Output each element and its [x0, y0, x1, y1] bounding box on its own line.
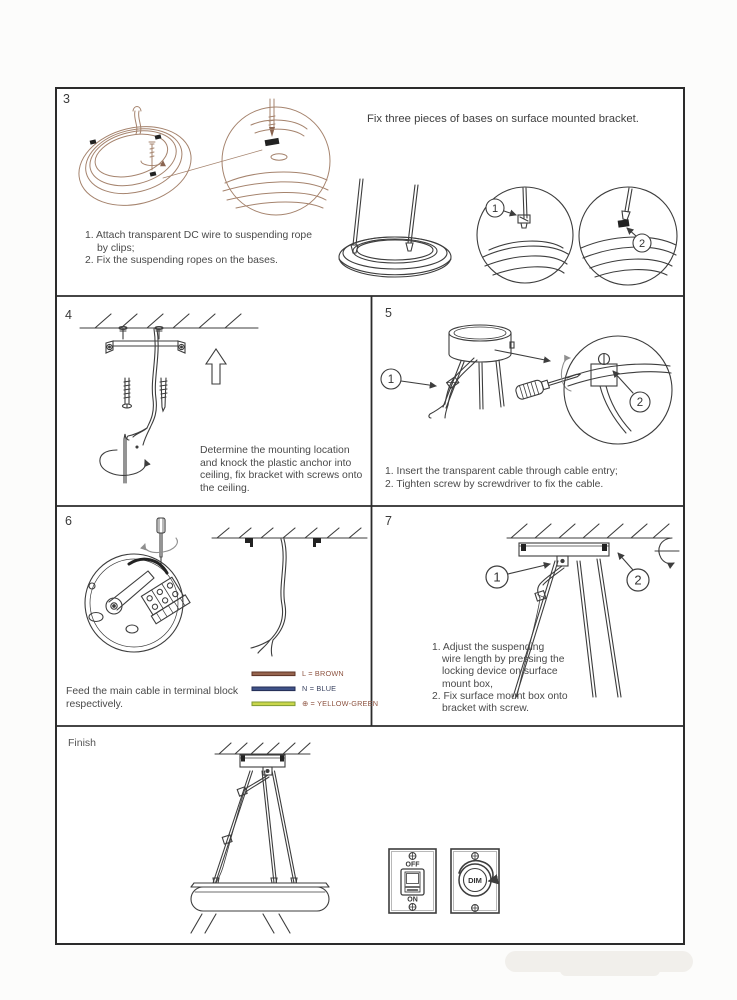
step7-instructions: [432, 642, 597, 715]
legend-label-brown: L = BROWN: [302, 669, 344, 678]
step4-number: 4: [65, 308, 72, 322]
scan-smudge: [560, 964, 660, 976]
instruction-line: Determine the mounting location: [200, 445, 350, 456]
legend-row-blue: [251, 681, 378, 696]
instruction-line: 1. Insert the transparent cable through cable entry;: [385, 466, 618, 477]
wire-color-legend: [251, 666, 378, 711]
step6-number: 6: [65, 514, 72, 528]
instruction-line: respectively.: [66, 698, 123, 710]
instruction-line: Feed the main cable in terminal block: [66, 686, 239, 697]
finish-label: Finish: [68, 737, 97, 749]
instruction-line: 2. Fix the suspending ropes on the bases.: [85, 255, 278, 267]
instruction-line: 1. Adjust the suspending: [432, 642, 545, 653]
callout-1: 1: [493, 569, 501, 585]
instruction-line: wire length by pressing the: [442, 654, 565, 666]
blue-wire-swatch: [251, 686, 297, 692]
step5-illustration: [381, 325, 672, 444]
legend-label-yellow-green: ⊕ = YELLOW-GREEN: [302, 699, 379, 708]
legend-row-yellow-green: [251, 696, 378, 711]
step4-instructions: [200, 445, 375, 495]
switch-on-label: ON: [407, 896, 418, 904]
step3-heading: Fix three pieces of bases on surface mounted bracket.: [367, 113, 639, 125]
dimmer-plate: [451, 849, 499, 913]
instruction-sheet: [55, 87, 685, 945]
brown-wire-swatch: [251, 671, 297, 677]
instruction-line: locking device on surface: [442, 666, 558, 678]
step3-number: 3: [63, 92, 70, 106]
instruction-line: the ceiling.: [200, 482, 250, 494]
callout-1: 1: [387, 374, 395, 386]
finish-illustration: [191, 743, 499, 933]
instruction-line: ceiling, fix bracket with screws onto: [200, 470, 363, 482]
legend-row-brown: [251, 666, 378, 681]
instruction-line: 2. Fix surface mount box onto: [432, 690, 568, 702]
step5-number: 5: [385, 306, 392, 320]
step7-number: 7: [385, 514, 392, 528]
callout-1: 1: [491, 203, 499, 215]
callout-2: 2: [634, 572, 642, 588]
instruction-line: 2. Tighten screw by screwdriver to fix the cable.: [385, 478, 604, 490]
legend-label-blue: N = BLUE: [302, 684, 337, 693]
panel-grid: [56, 88, 684, 944]
step6-illustration: [85, 518, 367, 656]
step5-instructions: [385, 466, 680, 491]
instruction-line: and knock the plastic anchor into: [200, 457, 352, 469]
dimmer-label: DIM: [468, 876, 482, 885]
switch-off-label: OFF: [405, 861, 420, 869]
yellow-green-wire-swatch: [251, 701, 297, 707]
callout-2: 2: [636, 397, 644, 409]
instruction-line: mount box,: [442, 678, 493, 690]
manual-line-art: [55, 87, 685, 945]
callout-2: 2: [638, 238, 646, 250]
instruction-line: bracket with screw.: [442, 703, 529, 715]
toggle-switch-plate: [389, 849, 436, 913]
instruction-line: by clips;: [97, 242, 135, 254]
step3-instructions: [85, 230, 312, 268]
instruction-line: 1. Attach transparent DC wire to suspending rope: [85, 230, 312, 241]
